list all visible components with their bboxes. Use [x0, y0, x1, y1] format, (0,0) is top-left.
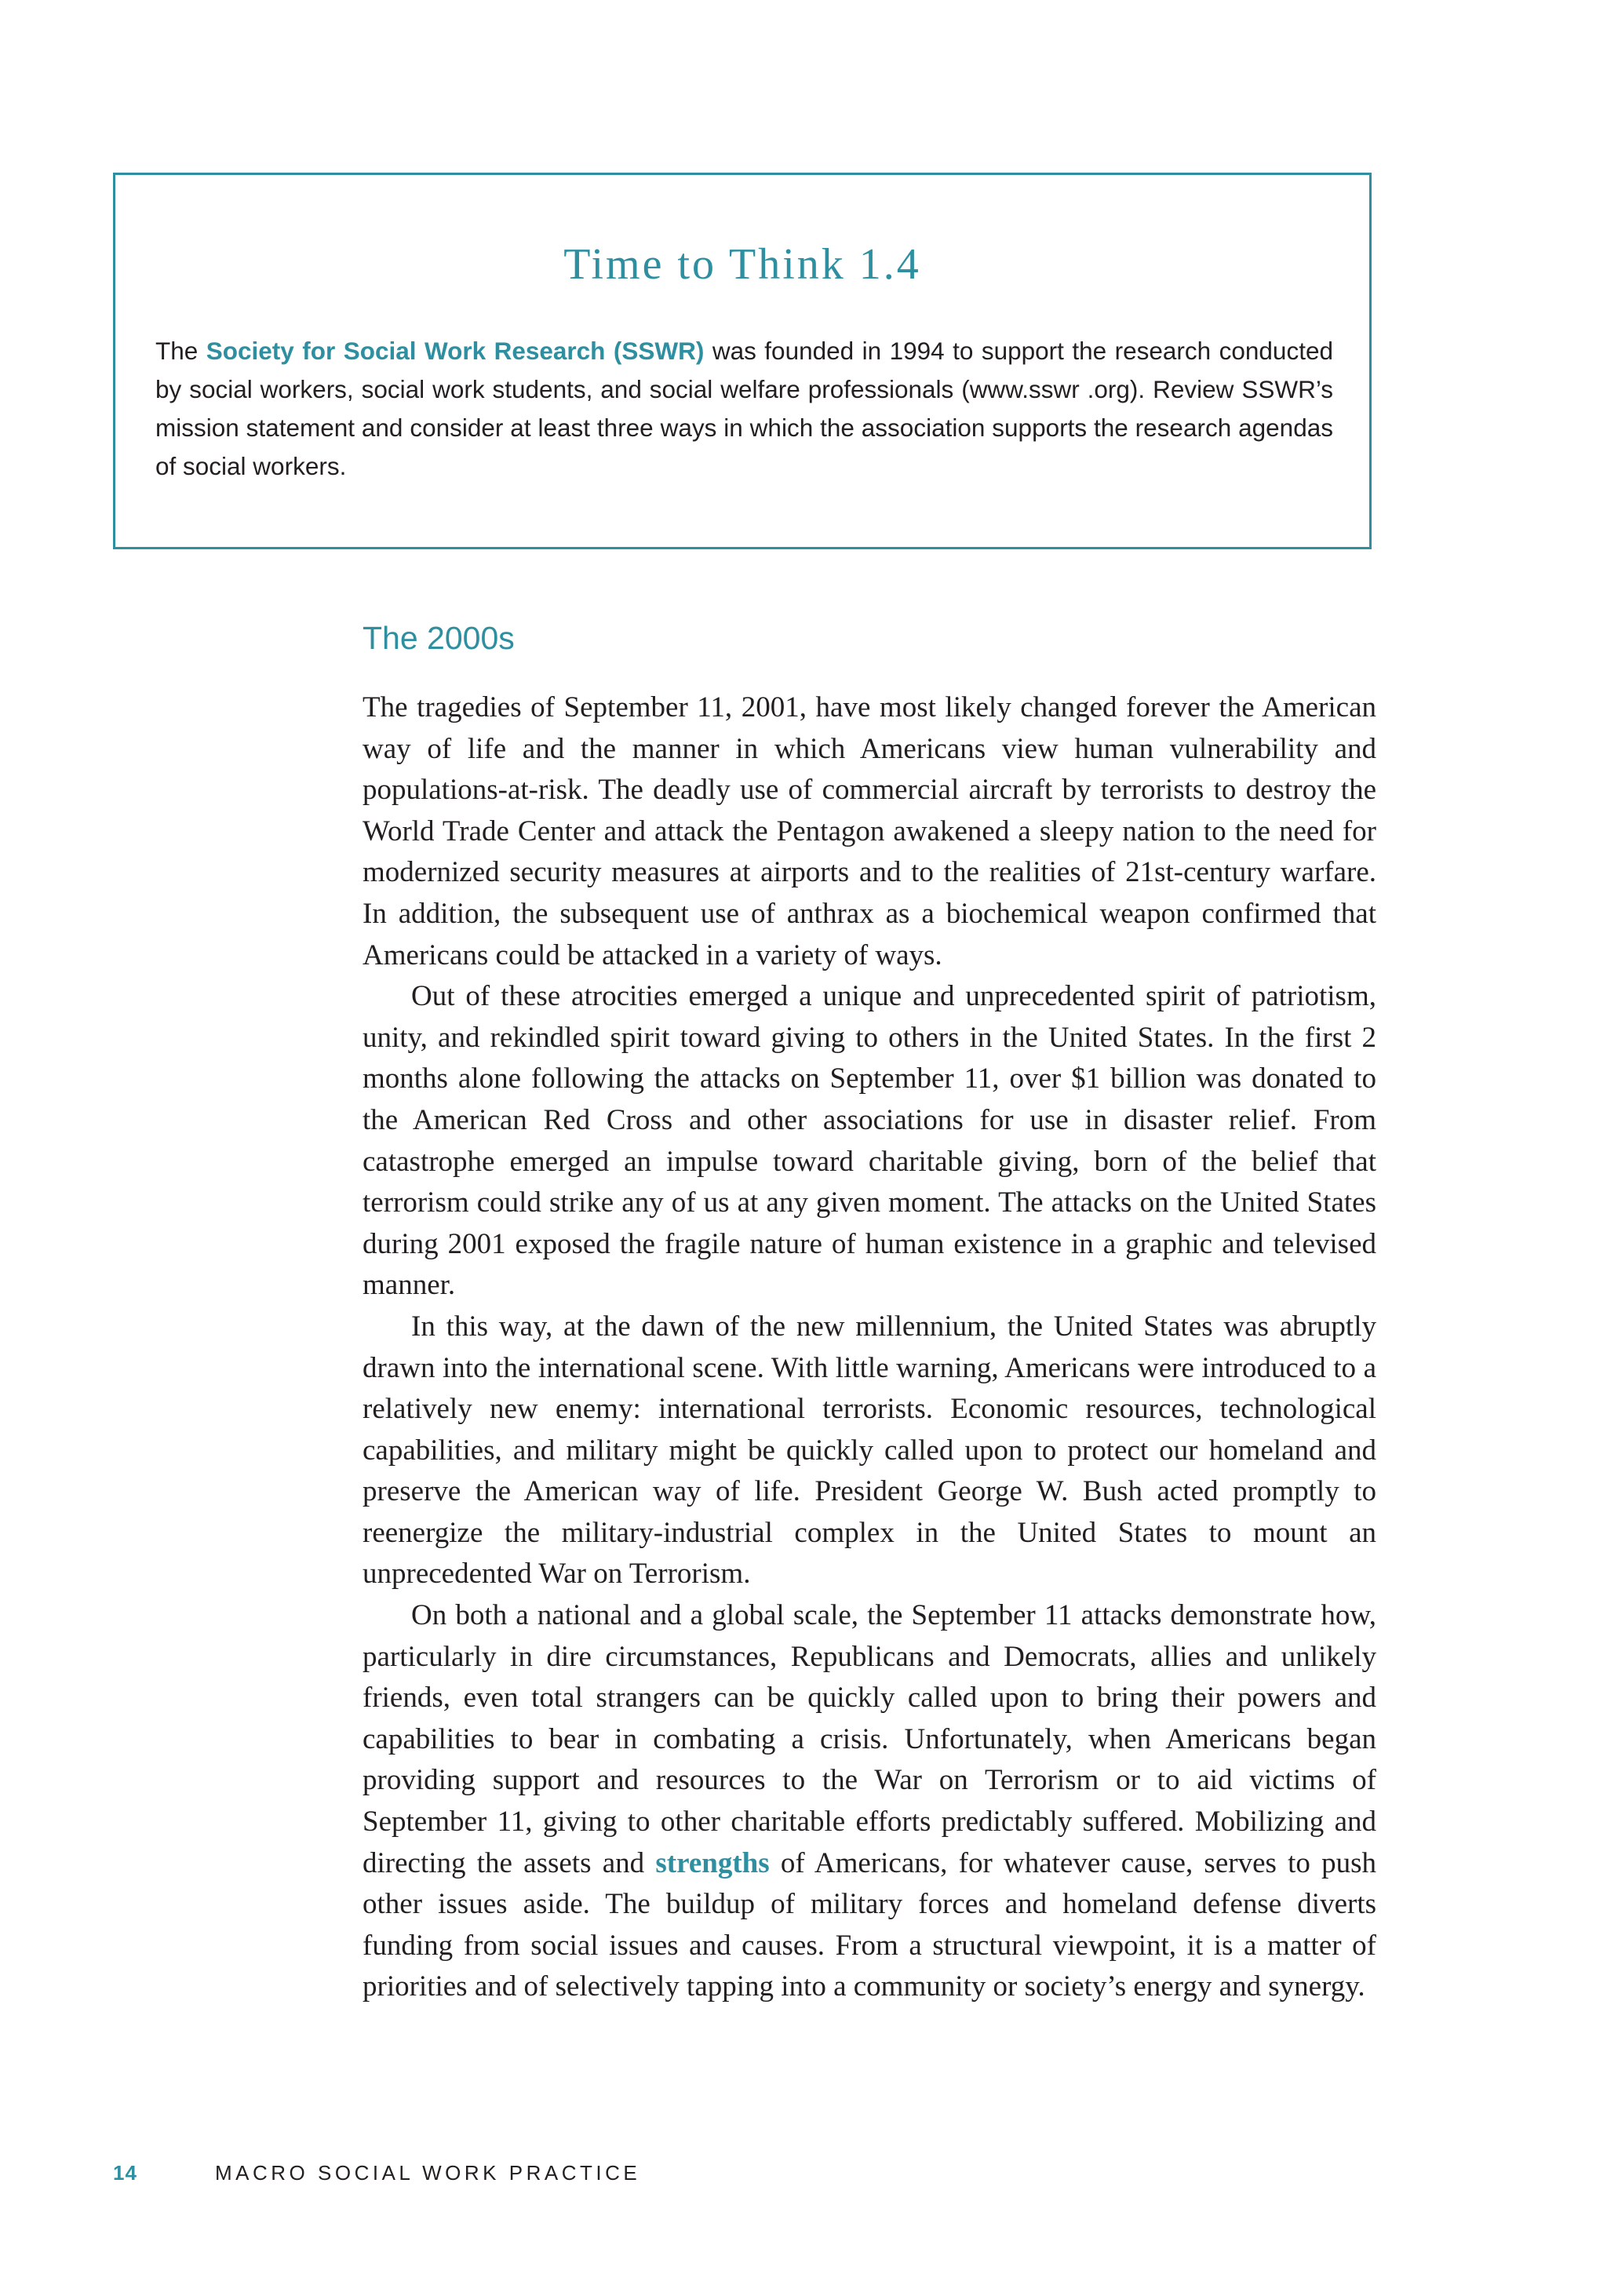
running-head: MACRO SOCIAL WORK PRACTICE: [215, 2161, 641, 2185]
strengths-keyword: strengths: [655, 1846, 770, 1879]
section-body: [363, 687, 1376, 2008]
page-footer: [113, 2161, 640, 2185]
time-to-think-title: Time to Think 1.4: [563, 240, 921, 289]
paragraph-2: Out of these atrocities emerged a unique and unprecedented spirit of patriotism, unity, and rekindled spirit toward giving to others in the United States. In the first 2 months alone following the attacks on September 11, over $1 billion was donated to the American Red Cross and other associations for use in disaster relief. From catastrophe emerged an impulse toward charitable giving, born of the belief that terrorism could strike any of us at any given moment. The attacks on the United States during 2001 exposed the fragile nature of human existence in a graphic and televised manner.: [363, 980, 1376, 1302]
paragraph-1: The tragedies of September 11, 2001, have most likely changed forever the American way of life and the manner in which Americans view human vulnerability and populations-at-risk. The deadly use of commercial aircraft by terrorists to destroy the World Trade Center and attack the Pentagon awakened a sleepy nation to the need for modernized security measures at airports and to the realities of 21st-century warfare. In addition, the subsequent use of anthrax as a biochemical weapon confirmed that Americans could be attacked in a variety of ways.: [363, 691, 1376, 971]
callout-body: was founded in 1994 to support the research conducted by social workers, social work students, and social welfare professionals (www.sswr .org). Review SSWR’s mission statement and consider at least three ways in which the association supports the research agendas of social workers.: [155, 337, 1333, 480]
page-number: 14: [113, 2161, 137, 2185]
paragraph-4: [363, 1595, 1376, 2008]
paragraph-4-after: of Americans, for whatever cause, serves to push other issues aside. The buildup of military forces and homeland defense diverts funding from social issues and causes. From a structural viewpoint, it is a matter of priorities and of selectively tapping into a community or society’s energy and synergy.: [363, 1846, 1377, 2003]
time-to-think-text: [155, 332, 1333, 486]
paragraph-4-before: On both a national and a global scale, the September 11 attacks demonstrate how, particularly in dire circumstances, Republicans and Democrats, allies and unlikely friends, even total strangers can be quickly called upon to bring their powers and capabilities to bear in combating a crisis. Unfortunately, when Americans began providing support and resources to the War on Terrorism or to aid victims of September 11, giving to other charitable efforts predictably suffered. Mobilizing and directing the assets and: [363, 1599, 1376, 1879]
sswr-term: Society for Social Work Research (SSWR): [206, 337, 705, 365]
callout-intro: The: [155, 337, 199, 365]
time-to-think-box: [113, 173, 1372, 549]
section-heading: The 2000s: [363, 620, 515, 656]
paragraph-3: In this way, at the dawn of the new millennium, the United States was abruptly drawn into the international scene. With little warning, Americans were introduced to a relatively new enemy: international terrorists. Economic resources, technological capabilities, and military might be quickly called upon to protect our homeland and preserve the American way of life. President George W. Bush acted promptly to reenergize the military-industrial complex in the United States to mount an unprecedented War on Terrorism.: [363, 1310, 1376, 1591]
